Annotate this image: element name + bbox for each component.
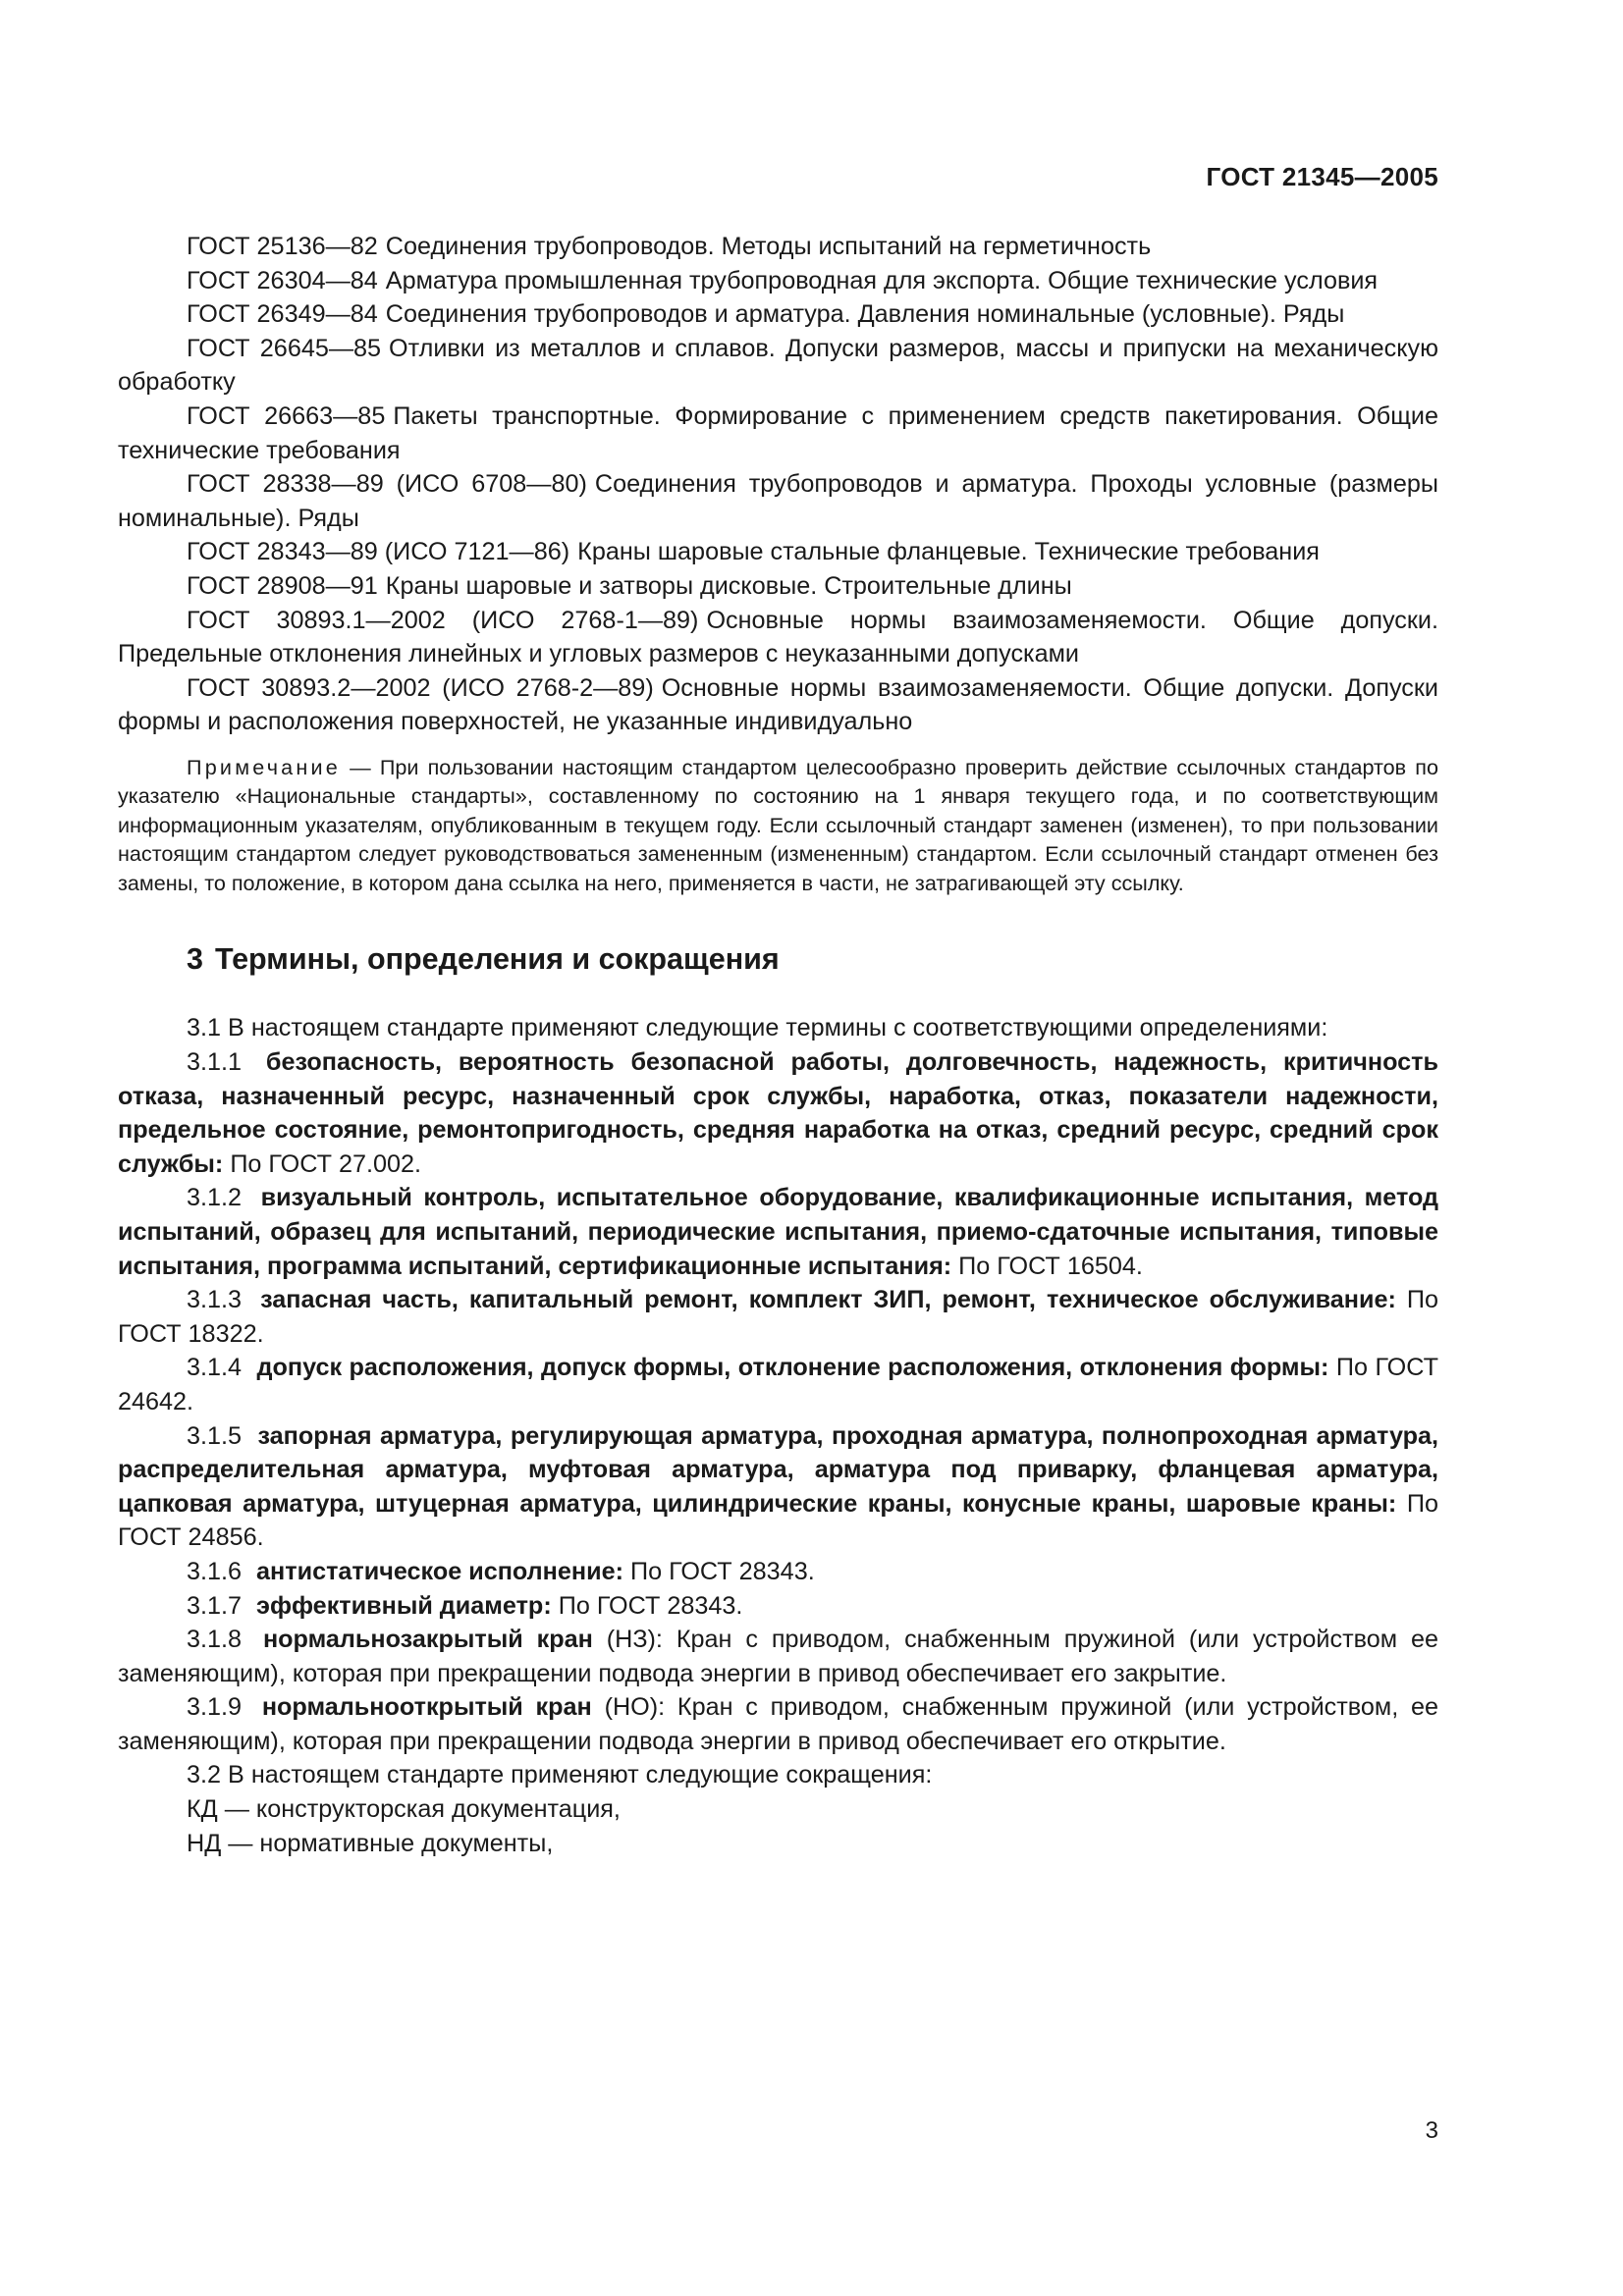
reference-code: ГОСТ 26304—84 bbox=[187, 266, 378, 294]
reference-item bbox=[118, 604, 1438, 671]
term-item bbox=[118, 1045, 1438, 1181]
reference-code: ГОСТ 28338—89 (ИСО 6708—80) bbox=[187, 470, 587, 499]
clause-text: В настоящем стандарте применяют следующие сокращения: bbox=[228, 1761, 933, 1789]
reference-title: Соединения трубопроводов. Методы испытаний на герметичность bbox=[385, 233, 1152, 260]
reference-item bbox=[118, 230, 1438, 264]
term-item bbox=[118, 1589, 1438, 1624]
term-number: 3.1.7 bbox=[187, 1591, 243, 1620]
document-code-header: ГОСТ 21345—2005 bbox=[1206, 162, 1438, 191]
term-item bbox=[118, 1283, 1438, 1351]
section-number: 3 bbox=[187, 942, 203, 977]
term-definition: По ГОСТ 27.002. bbox=[230, 1149, 422, 1178]
term-number: 3.1.4 bbox=[187, 1354, 243, 1382]
page-content bbox=[118, 230, 1438, 1860]
reference-code: ГОСТ 26663—85 bbox=[187, 401, 386, 430]
term-number: 3.1.2 bbox=[187, 1184, 243, 1212]
term-names: допуск расположения, допуск формы, отклонение расположения, отклонения формы: bbox=[256, 1354, 1329, 1382]
term-names: запорная арматура, регулирующая арматура, проходная арматура, полнопроходная арматура, распределительная арматура, муфтовая арматура, арматура под приварку, фланцевая арматура, цапковая арматура, штуцерная арматура, цилиндрические краны, конусные краны, шаровые краны: bbox=[118, 1421, 1439, 1518]
term-item bbox=[118, 1623, 1438, 1690]
reference-item bbox=[118, 671, 1438, 739]
term-number: 3.1.8 bbox=[187, 1626, 243, 1654]
section-heading bbox=[118, 940, 1438, 978]
term-names: запасная часть, капитальный ремонт, комплект ЗИП, ремонт, техническое обслуживание: bbox=[260, 1286, 1396, 1314]
note-separator: — bbox=[341, 754, 380, 779]
note-paragraph bbox=[118, 753, 1438, 898]
reference-title: Соединения трубопроводов и арматура. Проходы условные (размеры номинальные). Ряды bbox=[118, 470, 1438, 532]
reference-title: Основные нормы взаимозаменяемости. Общие допуски. Допуски формы и расположения поверхностей, не указанные индивидуально bbox=[118, 673, 1438, 736]
term-number: 3.1.9 bbox=[187, 1693, 243, 1722]
reference-title: Краны шаровые и затворы дисковые. Строительные длины bbox=[385, 571, 1072, 600]
term-definition: По ГОСТ 18322. bbox=[118, 1286, 1439, 1348]
terms-list bbox=[118, 1045, 1438, 1758]
term-number: 3.1.3 bbox=[187, 1286, 243, 1314]
reference-title: Основные нормы взаимозаменяемости. Общие допуски. Предельные отклонения линейных и угловых размеров с неуказанными допусками bbox=[118, 606, 1438, 668]
term-number: 3.1.5 bbox=[187, 1421, 243, 1450]
term-definition: По ГОСТ 28343. bbox=[558, 1591, 743, 1620]
term-item bbox=[118, 1181, 1438, 1283]
clause-number: 3.2 bbox=[187, 1761, 222, 1789]
reference-code: ГОСТ 30893.2—2002 (ИСО 2768-2—89) bbox=[187, 673, 654, 702]
clause-3-2 bbox=[118, 1758, 1438, 1792]
term-item bbox=[118, 1690, 1438, 1758]
reference-item bbox=[118, 297, 1438, 332]
abbreviation-item: КД — конструкторская документация, bbox=[187, 1795, 621, 1824]
term-definition: По ГОСТ 16504. bbox=[958, 1252, 1143, 1280]
term-number: 3.1.1 bbox=[187, 1048, 243, 1076]
clause-3-1 bbox=[118, 1011, 1438, 1045]
term-names: безопасность, вероятность безопасной работы, долговечность, надежность, критичность отказа, назначенный ресурс, назначенный срок службы, наработка, отказ, показатели надежности, предельное состояние, ремонтопригодность, средняя наработка на отказ, средний ресурс, средний срок службы: bbox=[118, 1048, 1438, 1178]
term-definition: По ГОСТ 28343. bbox=[630, 1557, 815, 1585]
abbreviations-list bbox=[118, 1792, 1438, 1860]
reference-item bbox=[118, 264, 1438, 298]
term-names: антистатическое исполнение: bbox=[256, 1557, 623, 1585]
note-label: Примечание bbox=[187, 754, 341, 779]
term-item bbox=[118, 1419, 1438, 1555]
reference-title: Соединения трубопроводов и арматура. Давления номинальные (условные). Ряды bbox=[385, 300, 1345, 329]
term-number: 3.1.6 bbox=[187, 1557, 243, 1585]
reference-title: Арматура промышленная трубопроводная для экспорта. Общие технические условия bbox=[385, 266, 1379, 294]
reference-title: Пакеты транспортные. Формирование с применением средств пакетирования. Общие технические требования bbox=[118, 401, 1438, 464]
term-names: визуальный контроль, испытательное оборудование, квалификационные испытания, метод испытаний, образец для испытаний, периодические испытания, приемо-сдаточные испытания, типовые испытания, программа испытаний, сертификационные испытания: bbox=[118, 1184, 1438, 1280]
term-definition: (НО): Кран с приводом, снабженным пружиной (или устройством, ее заменяющим), которая при прекращении подвода энергии в привод обеспечивает его открытие. bbox=[118, 1693, 1439, 1755]
term-names: эффективный диаметр: bbox=[256, 1591, 552, 1620]
reference-item bbox=[118, 535, 1438, 569]
reference-code: ГОСТ 30893.1—2002 (ИСО 2768-1—89) bbox=[187, 606, 699, 634]
reference-code: ГОСТ 28908—91 bbox=[187, 571, 378, 600]
clause-number: 3.1 bbox=[187, 1014, 222, 1042]
note-text: При пользовании настоящим стандартом целесообразно проверить действие ссылочных стандартов по указателю «Национальные стандарты», составленному по состоянию на 1 января текущего года, и по соответствующим информационным указателям, опубликованным в текущем году. Если ссылочный стандарт заменен (изменен), то при пользовании настоящим стандартом следует руководствоваться замененным (измененным) стандартом. Если ссылочный стандарт отменен без замены, то положение, в котором дана ссылка на него, применяется в части, не затрагивающей эту ссылку. bbox=[118, 754, 1438, 895]
term-names: нормальнозакрытый кран bbox=[262, 1626, 593, 1654]
term-item bbox=[118, 1351, 1438, 1418]
term-definition: По ГОСТ 24642. bbox=[118, 1354, 1439, 1415]
term-definition: По ГОСТ 24856. bbox=[118, 1489, 1438, 1552]
term-item bbox=[118, 1555, 1438, 1589]
clause-text: В настоящем стандарте применяют следующие термины с соответствующими определениями: bbox=[228, 1014, 1328, 1042]
reference-title: Отливки из металлов и сплавов. Допуски размеров, массы и припуски на механическую обработку bbox=[118, 334, 1438, 397]
reference-item bbox=[118, 569, 1438, 604]
reference-code: ГОСТ 25136—82 bbox=[187, 233, 378, 260]
reference-item bbox=[118, 400, 1438, 467]
page-number: 3 bbox=[1425, 2117, 1438, 2144]
term-names: нормальнооткрытый кран bbox=[261, 1693, 592, 1722]
references-list bbox=[118, 230, 1438, 739]
reference-code: ГОСТ 26349—84 bbox=[187, 300, 378, 329]
reference-code: ГОСТ 28343—89 (ИСО 7121—86) bbox=[187, 538, 570, 566]
section-title: Термины, определения и сокращения bbox=[214, 942, 780, 977]
abbreviation-item: НД — нормативные документы, bbox=[187, 1829, 554, 1857]
reference-title: Краны шаровые стальные фланцевые. Технические требования bbox=[577, 538, 1320, 566]
reference-item bbox=[118, 467, 1438, 535]
term-definition: (НЗ): Кран с приводом, снабженным пружиной (или устройством ее заменяющим), которая при прекращении подвода энергии в привод обеспечивает его закрытие. bbox=[118, 1626, 1438, 1687]
reference-code: ГОСТ 26645—85 bbox=[187, 334, 382, 362]
reference-item bbox=[118, 332, 1438, 400]
